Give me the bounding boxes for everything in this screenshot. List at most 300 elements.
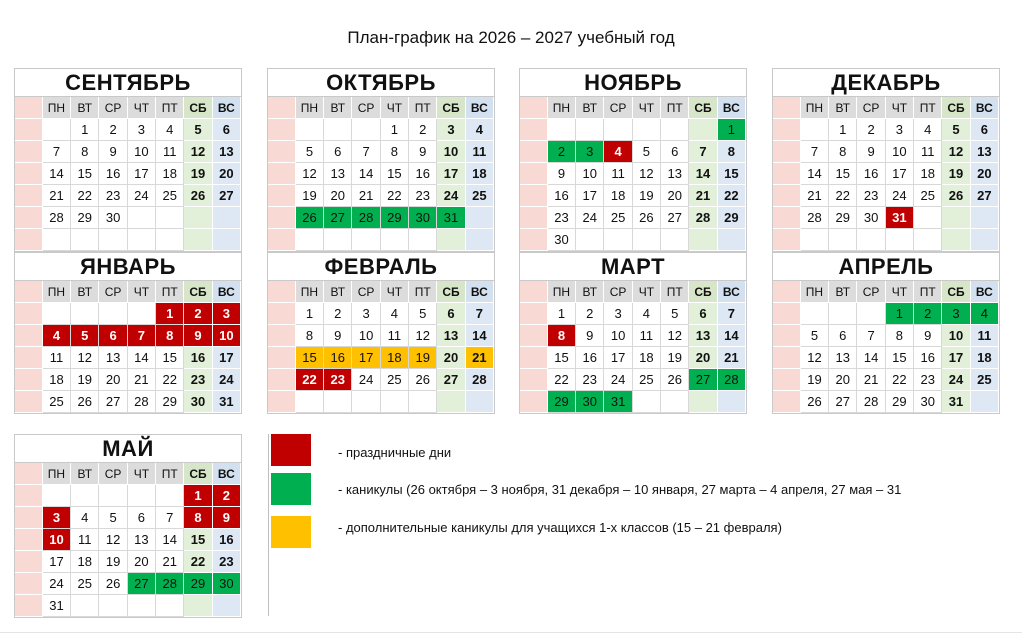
- day-cell: 9: [547, 163, 575, 185]
- week-number-cell: [15, 281, 42, 303]
- day-cell: 24: [437, 185, 465, 207]
- day-cell: 16: [547, 185, 575, 207]
- page-bottom-rule: [0, 632, 1022, 633]
- week-row: [268, 391, 494, 413]
- weekday-header: ВТ: [71, 463, 99, 485]
- day-cell: 25: [465, 185, 493, 207]
- month-grid: [773, 97, 999, 251]
- month-name: СЕНТЯБРЬ: [15, 69, 241, 97]
- day-cell: 24: [942, 369, 970, 391]
- weekday-header: ЧТ: [127, 97, 155, 119]
- empty-day-cell: [576, 229, 604, 251]
- weekday-header: СБ: [437, 281, 465, 303]
- week-row: [520, 391, 746, 413]
- day-cell: 17: [576, 185, 604, 207]
- empty-day-cell: [352, 229, 380, 251]
- week-row: [520, 207, 746, 229]
- week-row: [773, 325, 999, 347]
- day-cell: 21: [156, 551, 184, 573]
- weekday-header: СБ: [689, 281, 717, 303]
- week-row: [15, 595, 241, 617]
- day-cell: 20: [212, 163, 240, 185]
- week-row: [15, 529, 241, 551]
- week-number-cell: [15, 369, 42, 391]
- month-december: [772, 68, 1000, 252]
- month-name: АПРЕЛЬ: [773, 253, 999, 281]
- day-cell: 20: [127, 551, 155, 573]
- week-number-cell: [15, 595, 42, 617]
- week-number-cell: [268, 391, 295, 413]
- legend-text-holiday: - праздничные дни: [338, 445, 452, 460]
- month-february: [267, 252, 495, 414]
- week-row: [773, 185, 999, 207]
- day-cell: 19: [99, 551, 127, 573]
- day-cell: 10: [885, 141, 913, 163]
- day-cell: 18: [71, 551, 99, 573]
- empty-day-cell: [800, 303, 828, 325]
- day-cell: 25: [914, 185, 942, 207]
- week-number-cell: [773, 163, 800, 185]
- empty-day-cell: [184, 229, 212, 251]
- empty-day-cell: [324, 229, 352, 251]
- empty-day-cell: [127, 207, 155, 229]
- day-cell: 12: [632, 163, 660, 185]
- day-cell: 9: [576, 325, 604, 347]
- week-number-cell: [520, 303, 547, 325]
- day-cell: 3: [127, 119, 155, 141]
- weekday-header: ВТ: [71, 281, 99, 303]
- day-cell: 28: [42, 207, 70, 229]
- week-number-cell: [773, 281, 800, 303]
- day-cell: 10: [604, 325, 632, 347]
- week-row: [15, 119, 241, 141]
- day-cell: 7: [857, 325, 885, 347]
- weekday-header: ЧТ: [632, 281, 660, 303]
- month-name: МАЙ: [15, 435, 241, 463]
- empty-day-cell: [99, 485, 127, 507]
- empty-day-cell: [42, 485, 70, 507]
- week-number-cell: [268, 119, 295, 141]
- day-cell: 22: [885, 369, 913, 391]
- empty-day-cell: [184, 595, 212, 617]
- day-cell: 24: [885, 185, 913, 207]
- day-cell: 19: [800, 369, 828, 391]
- empty-day-cell: [970, 391, 998, 413]
- weekday-header: ВС: [212, 463, 240, 485]
- day-cell: 27: [661, 207, 689, 229]
- empty-day-cell: [295, 229, 323, 251]
- week-row: [773, 163, 999, 185]
- weekday-header: ЧТ: [380, 97, 408, 119]
- week-row: [15, 207, 241, 229]
- day-cell: 9: [857, 141, 885, 163]
- empty-day-cell: [184, 207, 212, 229]
- week-row: [15, 507, 241, 529]
- week-row: [15, 185, 241, 207]
- empty-day-cell: [380, 229, 408, 251]
- weekday-header: СР: [99, 281, 127, 303]
- day-cell: 13: [661, 163, 689, 185]
- empty-day-cell: [576, 119, 604, 141]
- day-cell: 29: [184, 573, 212, 595]
- empty-day-cell: [604, 119, 632, 141]
- weekday-header: СБ: [942, 97, 970, 119]
- week-row: [268, 303, 494, 325]
- day-cell: 10: [42, 529, 70, 551]
- weekday-header: ВТ: [324, 97, 352, 119]
- day-cell: 18: [632, 347, 660, 369]
- day-cell: 1: [829, 119, 857, 141]
- weekday-header: ПТ: [661, 97, 689, 119]
- week-number-cell: [773, 347, 800, 369]
- empty-day-cell: [42, 229, 70, 251]
- week-row: [520, 347, 746, 369]
- week-number-cell: [520, 325, 547, 347]
- day-cell: 18: [465, 163, 493, 185]
- week-row: [268, 347, 494, 369]
- weekday-header: ПН: [42, 281, 70, 303]
- week-number-cell: [15, 391, 42, 413]
- empty-day-cell: [885, 229, 913, 251]
- empty-day-cell: [156, 595, 184, 617]
- day-cell: 28: [717, 369, 745, 391]
- day-cell: 23: [857, 185, 885, 207]
- day-cell: 13: [829, 347, 857, 369]
- weekday-header: СР: [99, 97, 127, 119]
- month-grid: [520, 97, 746, 251]
- weekday-header: ВС: [212, 281, 240, 303]
- day-cell: 27: [324, 207, 352, 229]
- day-cell: 14: [857, 347, 885, 369]
- week-row: [15, 347, 241, 369]
- day-cell: 25: [632, 369, 660, 391]
- day-cell: 4: [604, 141, 632, 163]
- empty-day-cell: [465, 391, 493, 413]
- month-april: [772, 252, 1000, 414]
- day-cell: 25: [156, 185, 184, 207]
- week-number-cell: [268, 97, 295, 119]
- week-number-cell: [15, 507, 42, 529]
- day-cell: 19: [295, 185, 323, 207]
- week-number-cell: [520, 141, 547, 163]
- day-cell: 29: [71, 207, 99, 229]
- day-cell: 1: [717, 119, 745, 141]
- weekday-header: СР: [857, 97, 885, 119]
- day-cell: 18: [914, 163, 942, 185]
- page-title: План-график на 2026 – 2027 учебный год: [347, 28, 675, 47]
- month-name: НОЯБРЬ: [520, 69, 746, 97]
- week-number-cell: [773, 325, 800, 347]
- day-cell: 16: [409, 163, 437, 185]
- empty-day-cell: [717, 229, 745, 251]
- empty-day-cell: [437, 229, 465, 251]
- weekday-header: СБ: [184, 281, 212, 303]
- week-number-cell: [268, 141, 295, 163]
- day-cell: 7: [42, 141, 70, 163]
- day-cell: 29: [547, 391, 575, 413]
- day-cell: 7: [800, 141, 828, 163]
- weekday-header: СР: [857, 281, 885, 303]
- month-grid: [15, 463, 241, 617]
- day-cell: 13: [324, 163, 352, 185]
- week-number-cell: [520, 163, 547, 185]
- day-cell: 15: [156, 347, 184, 369]
- day-cell: 17: [604, 347, 632, 369]
- week-number-cell: [773, 207, 800, 229]
- weekday-header: ЧТ: [127, 281, 155, 303]
- day-cell: 30: [409, 207, 437, 229]
- empty-day-cell: [295, 391, 323, 413]
- month-grid: [773, 281, 999, 413]
- day-cell: 15: [717, 163, 745, 185]
- day-cell: 3: [604, 303, 632, 325]
- day-cell: 4: [42, 325, 70, 347]
- day-cell: 8: [829, 141, 857, 163]
- weekday-header: ПТ: [156, 97, 184, 119]
- week-number-cell: [773, 369, 800, 391]
- day-cell: 27: [970, 185, 998, 207]
- day-cell: 14: [717, 325, 745, 347]
- day-cell: 5: [71, 325, 99, 347]
- weekday-header: ЧТ: [632, 97, 660, 119]
- day-cell: 12: [295, 163, 323, 185]
- day-cell: 22: [156, 369, 184, 391]
- day-cell: 16: [99, 163, 127, 185]
- empty-day-cell: [71, 485, 99, 507]
- day-cell: 10: [437, 141, 465, 163]
- day-cell: 22: [829, 185, 857, 207]
- day-cell: 10: [352, 325, 380, 347]
- day-cell: 12: [184, 141, 212, 163]
- empty-day-cell: [829, 303, 857, 325]
- day-cell: 9: [914, 325, 942, 347]
- day-cell: 25: [71, 573, 99, 595]
- day-cell: 6: [324, 141, 352, 163]
- empty-day-cell: [352, 119, 380, 141]
- day-cell: 14: [800, 163, 828, 185]
- week-row: [773, 391, 999, 413]
- day-cell: 17: [437, 163, 465, 185]
- weekday-header: СБ: [689, 97, 717, 119]
- day-cell: 24: [352, 369, 380, 391]
- day-cell: 5: [632, 141, 660, 163]
- week-number-cell: [268, 347, 295, 369]
- day-cell: 2: [99, 119, 127, 141]
- empty-day-cell: [156, 485, 184, 507]
- day-cell: 15: [547, 347, 575, 369]
- empty-day-cell: [661, 391, 689, 413]
- week-row: [268, 141, 494, 163]
- day-cell: 7: [689, 141, 717, 163]
- day-cell: 13: [212, 141, 240, 163]
- day-cell: 22: [295, 369, 323, 391]
- day-cell: 2: [914, 303, 942, 325]
- weekday-header: ВТ: [829, 281, 857, 303]
- day-cell: 14: [465, 325, 493, 347]
- empty-day-cell: [409, 391, 437, 413]
- empty-day-cell: [632, 229, 660, 251]
- day-cell: 20: [661, 185, 689, 207]
- day-cell: 23: [212, 551, 240, 573]
- day-cell: 8: [885, 325, 913, 347]
- day-cell: 7: [156, 507, 184, 529]
- weekday-header: СР: [604, 97, 632, 119]
- weekday-header: ВТ: [576, 281, 604, 303]
- empty-day-cell: [99, 303, 127, 325]
- weekday-header: ПТ: [914, 281, 942, 303]
- week-row: [773, 229, 999, 251]
- empty-day-cell: [661, 229, 689, 251]
- day-cell: 3: [42, 507, 70, 529]
- day-cell: 15: [71, 163, 99, 185]
- weekday-header: ВС: [970, 281, 998, 303]
- empty-day-cell: [42, 303, 70, 325]
- month-may: [14, 434, 242, 618]
- day-cell: 30: [576, 391, 604, 413]
- month-october: [267, 68, 495, 252]
- week-row: [773, 141, 999, 163]
- day-cell: 13: [970, 141, 998, 163]
- day-cell: 2: [324, 303, 352, 325]
- day-cell: 6: [689, 303, 717, 325]
- day-cell: 6: [127, 507, 155, 529]
- week-row: [15, 573, 241, 595]
- week-number-cell: [520, 97, 547, 119]
- month-grid: [520, 281, 746, 413]
- day-cell: 21: [352, 185, 380, 207]
- day-cell: 16: [914, 347, 942, 369]
- day-cell: 1: [547, 303, 575, 325]
- week-row: [15, 163, 241, 185]
- day-cell: 26: [71, 391, 99, 413]
- day-cell: 29: [885, 391, 913, 413]
- weekday-header: ЧТ: [885, 97, 913, 119]
- day-cell: 21: [42, 185, 70, 207]
- empty-day-cell: [970, 229, 998, 251]
- day-cell: 17: [42, 551, 70, 573]
- day-cell: 3: [437, 119, 465, 141]
- day-cell: 7: [127, 325, 155, 347]
- week-number-cell: [15, 207, 42, 229]
- day-cell: 8: [717, 141, 745, 163]
- day-cell: 28: [857, 391, 885, 413]
- day-cell: 25: [42, 391, 70, 413]
- weekday-header: ВС: [465, 97, 493, 119]
- day-cell: 30: [857, 207, 885, 229]
- day-cell: 27: [99, 391, 127, 413]
- empty-day-cell: [942, 229, 970, 251]
- weekday-header: ПН: [547, 97, 575, 119]
- day-cell: 2: [184, 303, 212, 325]
- day-cell: 8: [184, 507, 212, 529]
- empty-day-cell: [914, 207, 942, 229]
- day-cell: 26: [184, 185, 212, 207]
- day-cell: 24: [604, 369, 632, 391]
- week-row: [520, 229, 746, 251]
- day-cell: 19: [661, 347, 689, 369]
- day-cell: 23: [184, 369, 212, 391]
- day-cell: 26: [800, 391, 828, 413]
- day-cell: 10: [576, 163, 604, 185]
- day-cell: 17: [885, 163, 913, 185]
- week-number-cell: [520, 391, 547, 413]
- day-cell: 11: [465, 141, 493, 163]
- empty-day-cell: [409, 229, 437, 251]
- weekday-header: ПН: [800, 281, 828, 303]
- month-september: [14, 68, 242, 252]
- day-cell: 7: [465, 303, 493, 325]
- day-cell: 14: [156, 529, 184, 551]
- empty-day-cell: [99, 595, 127, 617]
- week-row: [773, 369, 999, 391]
- day-cell: 22: [547, 369, 575, 391]
- day-cell: 3: [576, 141, 604, 163]
- day-cell: 4: [156, 119, 184, 141]
- day-cell: 8: [156, 325, 184, 347]
- weekday-header: ЧТ: [885, 281, 913, 303]
- week-number-cell: [773, 229, 800, 251]
- empty-day-cell: [99, 229, 127, 251]
- empty-day-cell: [942, 207, 970, 229]
- day-cell: 22: [71, 185, 99, 207]
- weekday-header: ПТ: [156, 463, 184, 485]
- week-number-cell: [15, 485, 42, 507]
- week-number-cell: [773, 303, 800, 325]
- empty-day-cell: [465, 229, 493, 251]
- day-cell: 27: [212, 185, 240, 207]
- empty-day-cell: [800, 229, 828, 251]
- week-row: [520, 369, 746, 391]
- week-number-cell: [773, 391, 800, 413]
- empty-day-cell: [212, 207, 240, 229]
- day-cell: 31: [942, 391, 970, 413]
- day-cell: 21: [800, 185, 828, 207]
- weekday-header: ВТ: [576, 97, 604, 119]
- day-cell: 18: [380, 347, 408, 369]
- day-cell: 4: [465, 119, 493, 141]
- month-grid: [268, 97, 494, 251]
- week-row: [268, 369, 494, 391]
- legend-swatch-holiday: [271, 434, 311, 466]
- day-cell: 10: [942, 325, 970, 347]
- week-row: [15, 303, 241, 325]
- week-number-cell: [773, 185, 800, 207]
- week-number-cell: [15, 303, 42, 325]
- day-cell: 21: [127, 369, 155, 391]
- day-cell: 3: [212, 303, 240, 325]
- week-row: [520, 141, 746, 163]
- month-november: [519, 68, 747, 252]
- day-cell: 11: [970, 325, 998, 347]
- week-row: [520, 185, 746, 207]
- day-cell: 31: [604, 391, 632, 413]
- day-cell: 28: [156, 573, 184, 595]
- day-cell: 9: [212, 507, 240, 529]
- day-cell: 23: [324, 369, 352, 391]
- day-cell: 4: [970, 303, 998, 325]
- day-cell: 5: [184, 119, 212, 141]
- weekday-header: ПТ: [914, 97, 942, 119]
- day-cell: 16: [184, 347, 212, 369]
- empty-day-cell: [689, 391, 717, 413]
- day-cell: 11: [42, 347, 70, 369]
- week-number-cell: [520, 119, 547, 141]
- day-cell: 27: [689, 369, 717, 391]
- weekday-header: ПТ: [409, 97, 437, 119]
- empty-day-cell: [212, 595, 240, 617]
- day-cell: 8: [295, 325, 323, 347]
- day-cell: 21: [857, 369, 885, 391]
